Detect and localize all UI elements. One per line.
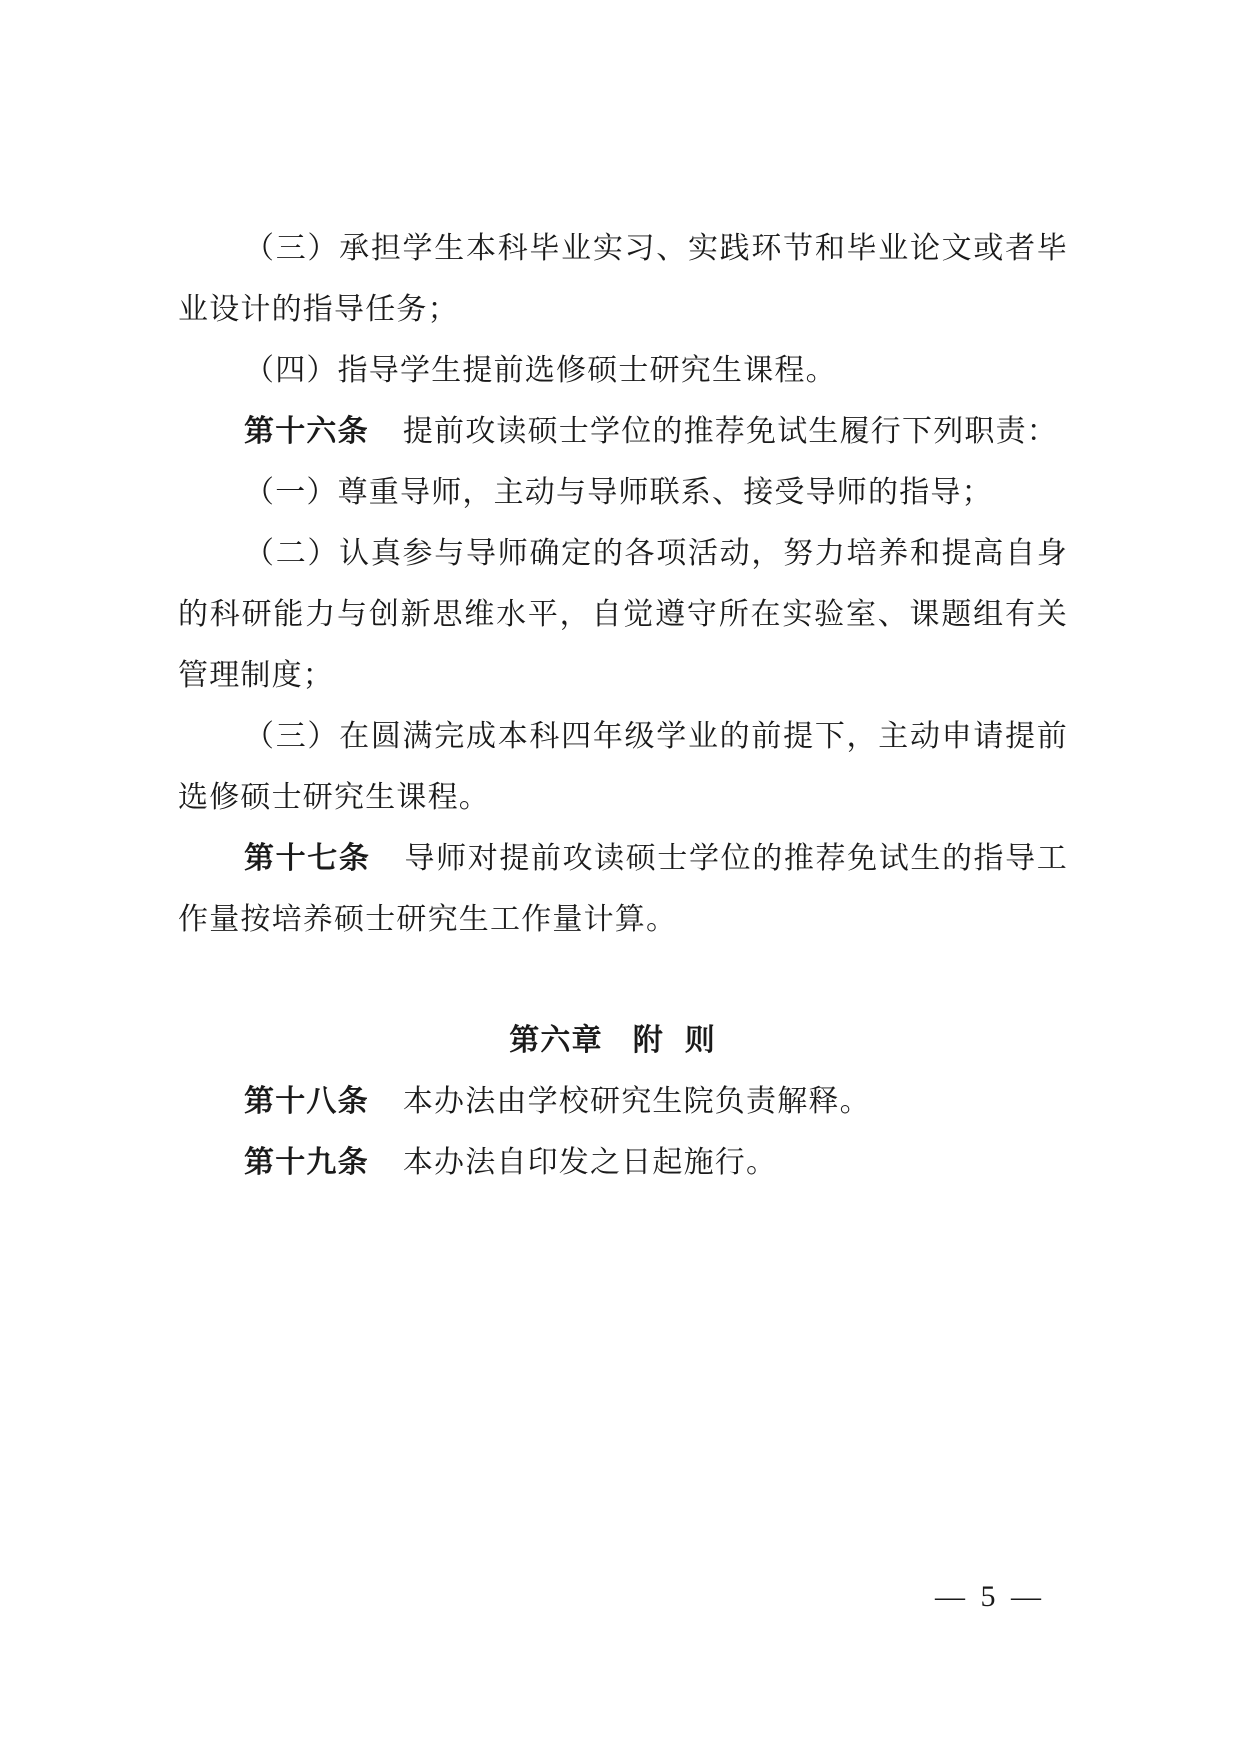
paragraph-item-3-student: [178, 706, 1068, 828]
paragraph-item-1-student: [178, 462, 1068, 523]
paragraph-item-3-duty: [178, 218, 1068, 340]
article-19: [178, 1132, 1068, 1193]
paragraph-text: （三）在圆满完成本科四年级学业的前提下，主动申请提前选修硕士研究生课程。: [178, 719, 1068, 815]
chapter-heading: [178, 1010, 1068, 1071]
paragraph-text: （二）认真参与导师确定的各项活动，努力培养和提高自身的科研能力与创新思维水平，自觉遵守所在实验室、课题组有关管理制度；: [178, 536, 1068, 693]
document-body: [178, 218, 1068, 1193]
article-16: [178, 401, 1068, 462]
paragraph-text: （一）尊重导师，主动与导师联系、接受导师的指导；: [244, 475, 993, 510]
article-text: 本办法由学校研究生院负责解释。: [402, 1084, 871, 1119]
article-17: [178, 828, 1068, 950]
paragraph-text: （四）指导学生提前选修硕士研究生课程。: [244, 353, 837, 388]
article-text: 本办法自印发之日起施行。: [402, 1145, 778, 1180]
article-label: 第十七条: [244, 841, 371, 876]
chapter-title: 附则: [632, 1023, 737, 1058]
article-18: [178, 1071, 1068, 1132]
chapter-number: 第六章: [509, 1023, 603, 1058]
article-text: 导师对提前攻读硕士学位的推荐免试生的指导工作量按培养硕士研究生工作量计算。: [178, 841, 1068, 937]
paragraph-item-4-duty: [178, 340, 1068, 401]
article-label: 第十九条: [244, 1145, 369, 1180]
article-label: 第十八条: [244, 1084, 369, 1119]
article-text: 提前攻读硕士学位的推荐免试生履行下列职责：: [402, 414, 1059, 449]
page-number: — 5 —: [935, 1580, 1045, 1613]
paragraph-item-2-student: [178, 523, 1068, 706]
article-label: 第十六条: [244, 414, 369, 449]
paragraph-text: （三）承担学生本科毕业实习、实践环节和毕业论文或者毕业设计的指导任务；: [178, 231, 1068, 327]
